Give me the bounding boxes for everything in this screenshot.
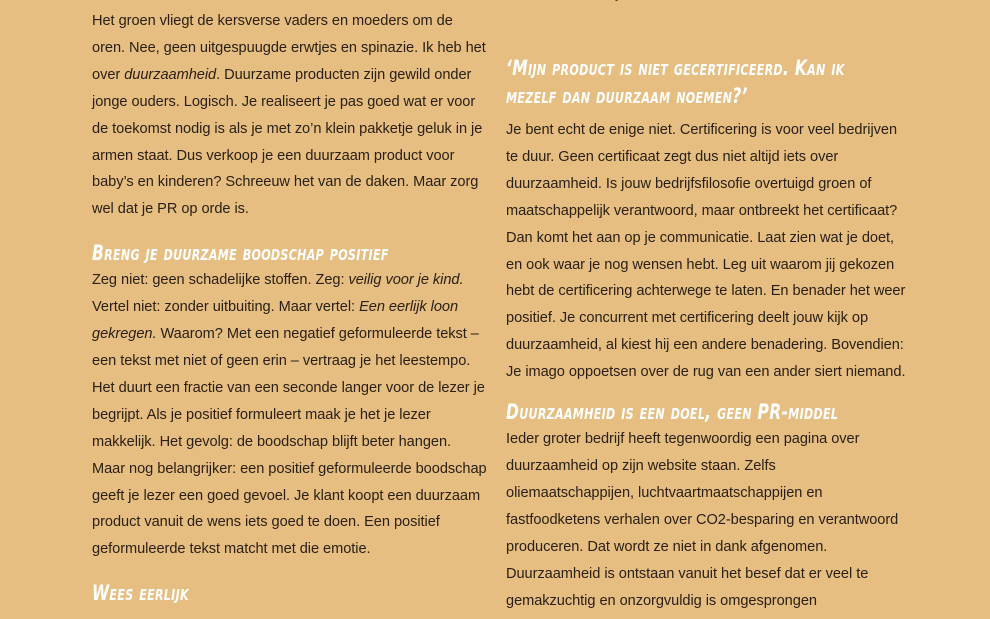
positive-text-3: Waarom? Met een negatief geformuleerde tekst – een tekst met niet of geen erin – vertraag je het leestempo. Het duurt een fractie van een seconde langer voor de lezer je begrijpt. Als je positief formuleert maak je het je lezer makkelijk. Het gevolg: de boodschap blijft beter hangen. Maar nog belangrijker: een positief geformuleerde boodschap geeft je lezer een goed gevoel. Je klant koopt een duurzaam product vanuit de wens iets goed te doen. Een positief geformuleerde tekst matcht met die emotie.: [92, 326, 487, 558]
right-column: [506, 0, 906, 614]
positive-emphasis-2: Een eerlijk loon gekregen.: [92, 299, 459, 343]
intro-emphasis: duurzaamheid: [124, 66, 217, 83]
positive-paragraph: [92, 267, 487, 563]
section-heading-positive: Breng je duurzame boodschap positief: [92, 241, 389, 266]
left-column: [92, 0, 487, 607]
positive-text-2: Vertel niet: zonder uitbuiting. Maar vertel:: [92, 299, 360, 316]
positive-text-1: Zeg niet: geen schadelijke stoffen. Zeg:: [92, 272, 349, 289]
intro-paragraph: [92, 8, 487, 223]
intro-text-2: . Duurzame producten zijn gewild onder jonge ouders. Logisch. Je realiseert je pas goed wat er voor de toekomst nodig is als je met zo’n klein pakketje geluk in je armen staat. Dus verkoop je een duurzaam product voor baby’s en kinderen? Schreeuw het van de daken. Maar zorg wel dat je PR op orde is.: [92, 66, 483, 218]
intro-text-1: Het groen vliegt de kersverse vaders en moeders om de oren. Nee, geen uitgespuugde erwtjes en spinazie. Ik heb het over: [92, 13, 486, 83]
section-heading-certification: ‘Mijn product is niet gecertificeerd. Kan ik mezelf dan duurzaam noemen?’: [506, 56, 845, 108]
positive-emphasis-1: veilig voor je kind.: [348, 272, 464, 289]
section-heading-goal: Duurzaamheid is een doel, geen PR-middel: [506, 400, 839, 425]
certification-paragraph: Je bent echt de enige niet. Certificering is voor veel bedrijven te duur. Geen certificaat zegt dus niet altijd iets over duurzaamheid. Is jouw bedrijfsfilosofie overtuigd groen of maatschappelijk verantwoord, maar ontbreekt het certificaat? Dan komt het aan op je communicatie. Laat zien wat je doet, en ook waar je nog wensen hebt. Leg uit waarom jij gekozen hebt de certificering achterwege te laten. En benader het weer positief. Je concurrent met certificering deelt jouw kijk op duurzaamheid, al kiest hij een andere benadering. Bovendien: Je imago oppoetsen over de rug van een ander siert niemand.: [506, 122, 906, 381]
section-heading-honest: Wees eerlijk: [92, 581, 189, 606]
goal-paragraph: Ieder groter bedrijf heeft tegenwoordig een pagina over duurzaamheid op zijn website staan. Zelfs oliemaatschappijen, luchtvaartmaatschappijen en fastfoodketens verhalen over CO2-besparing en verantwoord produceren. Dat wordt ze niet in dank afgenomen. Duurzaamheid is ontstaan vanuit het besef dat er veel te gemakzuchtig en onzorgvuldig is omgesprongen: [506, 431, 899, 609]
